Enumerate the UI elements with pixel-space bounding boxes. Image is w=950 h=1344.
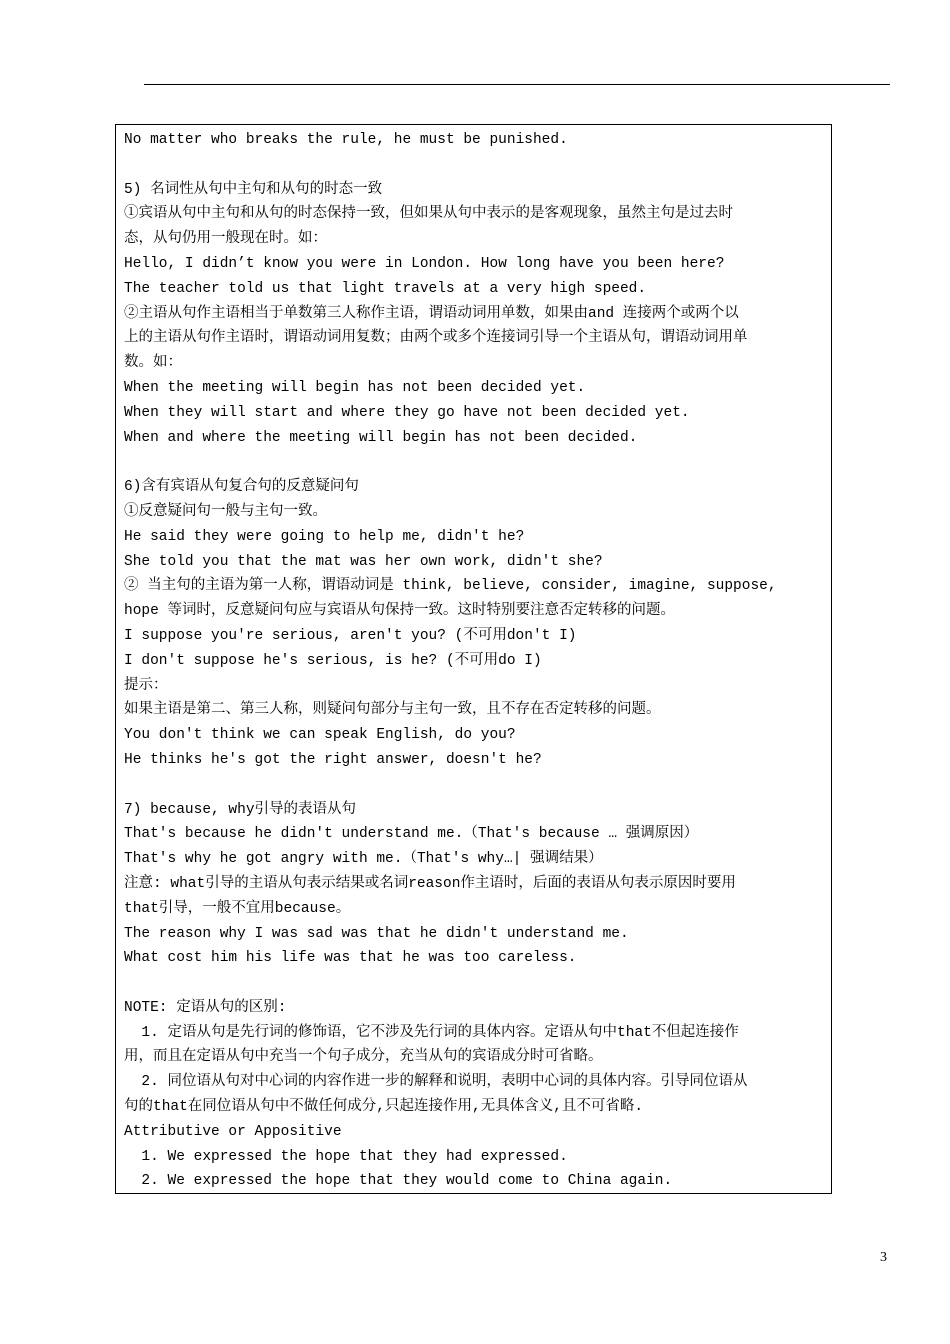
blank-line bbox=[124, 773, 827, 798]
blank-line bbox=[124, 971, 827, 996]
text-line: What cost him his life was that he was too careless. bbox=[124, 950, 577, 967]
text-line: Hello, I didn’t know you were in London. How long have you been here? bbox=[124, 255, 725, 272]
text-line: 1. We expressed the hope that they had expressed. bbox=[124, 1148, 568, 1165]
document-text bbox=[124, 128, 827, 1194]
text-line: 5) 名词性从句中主句和从句的时态一致 bbox=[124, 181, 383, 198]
text-line: ①反意疑问句一般与主句一致。 bbox=[124, 503, 327, 520]
text-line: She told you that the mat was her own work, didn't she? bbox=[124, 553, 603, 570]
blank-line bbox=[124, 153, 827, 178]
text-line: You don't think we can speak English, do you? bbox=[124, 727, 516, 744]
text-line: Attributive or Appositive bbox=[124, 1123, 342, 1140]
text-line: The reason why I was sad was that he didn't understand me. bbox=[124, 925, 629, 942]
text-line: When the meeting will begin has not been decided yet. bbox=[124, 379, 586, 396]
text-line: ② 当主句的主语为第一人称，谓语动词是 think, believe, consider, imagine, suppose, bbox=[124, 578, 777, 595]
header-rule bbox=[144, 84, 890, 85]
text-line: I don't suppose he's serious, is he? (不可用do I) bbox=[124, 652, 542, 669]
text-line: 1. 定语从句是先行词的修饰语，它不涉及先行词的具体内容。定语从句中that不但起连接作 bbox=[124, 1024, 739, 1041]
text-line: hope 等词时，反意疑问句应与宾语从句保持一致。这时特别要注意否定转移的问题。 bbox=[124, 603, 676, 620]
text-line: When and where the meeting will begin has not been decided. bbox=[124, 429, 638, 446]
content-table-cell bbox=[115, 124, 832, 1194]
text-line: 提示： bbox=[124, 677, 168, 694]
text-line: 上的主语从句作主语时，谓语动词用复数；由两个或多个连接词引导一个主语从句，谓语动词用单 bbox=[124, 330, 748, 347]
text-line: 数。如： bbox=[124, 355, 182, 372]
text-line: that引导，一般不宜用because。 bbox=[124, 900, 351, 917]
text-line: 句的that在同位语从句中不做任何成分,只起连接作用,无具体含义,且不可省略. bbox=[124, 1099, 644, 1116]
text-line: ②主语从句作主语相当于单数第三人称作主语，谓语动词用单数，如果由and 连接两个或两个以 bbox=[124, 305, 739, 322]
text-line: That's because he didn't understand me.（That's because … 强调原因） bbox=[124, 826, 699, 843]
text-line: When they will start and where they go have not been decided yet. bbox=[124, 404, 690, 421]
text-line: The teacher told us that light travels at a very high speed. bbox=[124, 280, 647, 297]
text-line: ①宾语从句中主句和从句的时态保持一致，但如果从句中表示的是客观现象，虽然主句是过去时 bbox=[124, 206, 733, 223]
blank-line bbox=[124, 450, 827, 475]
text-line: 用，而且在定语从句中充当一个句子成分，充当从句的宾语成分时可省略。 bbox=[124, 1049, 603, 1066]
text-line: He said they were going to help me, didn't he? bbox=[124, 528, 525, 545]
text-line: No matter who breaks the rule, he must be punished. bbox=[124, 132, 568, 148]
page-number: 3 bbox=[880, 1250, 887, 1265]
text-line: He thinks he's got the right answer, doesn't he? bbox=[124, 751, 542, 768]
text-line: 注意: what引导的主语从句表示结果或名词reason作主语时，后面的表语从句表示原因时要用 bbox=[124, 875, 736, 892]
text-line: 2. 同位语从句对中心词的内容作进一步的解释和说明，表明中心词的具体内容。引导同位语从 bbox=[124, 1074, 748, 1091]
text-line: NOTE: 定语从句的区别: bbox=[124, 999, 287, 1016]
text-line: 6)含有宾语从句复合句的反意疑问句 bbox=[124, 479, 359, 496]
text-line: I suppose you're serious, aren't you? (不可用don't I) bbox=[124, 627, 577, 644]
text-line: 7) because, why引导的表语从句 bbox=[124, 801, 357, 818]
text-line: That's why he got angry with me.（That's why…| 强调结果） bbox=[124, 851, 603, 868]
text-line: 2. We expressed the hope that they would come to China again. bbox=[124, 1173, 673, 1190]
text-line: 态，从句仍用一般现在时。如： bbox=[124, 231, 327, 248]
text-line: 如果主语是第二、第三人称，则疑问句部分与主句一致，且不存在否定转移的问题。 bbox=[124, 702, 661, 719]
